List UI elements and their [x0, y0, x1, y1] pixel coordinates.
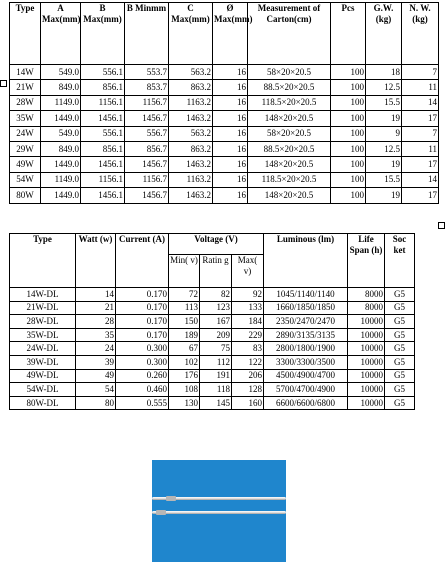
dimension-cell: 29W	[10, 141, 41, 156]
electrical-cell: 145	[200, 396, 232, 410]
dimension-cell: 1456.7	[125, 188, 169, 203]
electrical-cell: 1045/1140/1140	[264, 288, 348, 302]
electrical-cell: 10000	[348, 383, 385, 397]
electrical-cell: 82	[200, 288, 232, 302]
dimension-cell: 563.2	[169, 126, 213, 141]
electrical-cell: 10000	[348, 342, 385, 356]
electrical-cell: G5	[385, 342, 415, 356]
col-c-max: C Max(mm)	[169, 3, 213, 65]
electrical-cell: 209	[200, 328, 232, 342]
electrical-cell: 80W-DL	[10, 396, 76, 410]
tube-2-cap	[156, 510, 166, 515]
electrical-cell: G5	[385, 315, 415, 329]
dimension-cell: 1456.7	[125, 111, 169, 126]
dimension-cell: 14	[402, 172, 439, 187]
dimension-cell: 1456.7	[125, 157, 169, 172]
dimension-cell: 100	[331, 65, 366, 80]
dimension-cell: 7	[402, 65, 439, 80]
row-end-cell	[415, 369, 439, 383]
dimension-cell: 1449.0	[41, 111, 81, 126]
electrical-cell: 1660/1850/1850	[264, 301, 348, 315]
dimension-cell: 856.7	[125, 141, 169, 156]
dimension-cell: 100	[331, 141, 366, 156]
electrical-cell: 130	[169, 396, 200, 410]
electrical-cell: 10000	[348, 328, 385, 342]
electrical-cell: 123	[200, 301, 232, 315]
electrical-cell: 49W-DL	[10, 369, 76, 383]
dimension-row	[10, 111, 439, 126]
dimension-cell: 1449.0	[41, 157, 81, 172]
electrical-body	[10, 288, 439, 410]
col-diameter-max: Ø Max(mm)	[213, 3, 248, 65]
electrical-cell: 14W-DL	[10, 288, 76, 302]
dimension-cell: 100	[331, 95, 366, 110]
electrical-cell: 0.170	[116, 315, 169, 329]
dimension-cell: 556.1	[81, 65, 125, 80]
electrical-cell: 133	[232, 301, 264, 315]
electrical-cell: 0.460	[116, 383, 169, 397]
dimension-cell: 1456.1	[81, 188, 125, 203]
dimension-cell: 556.1	[81, 126, 125, 141]
electrical-row	[10, 315, 439, 329]
col-voltage-min: Min( v)	[169, 255, 200, 288]
table-anchor-marker	[438, 222, 445, 229]
electrical-cell: G5	[385, 355, 415, 369]
dimension-cell: 11	[402, 141, 439, 156]
electrical-cell: 160	[232, 396, 264, 410]
electrical-cell: 176	[169, 369, 200, 383]
dimension-cell: 563.2	[169, 65, 213, 80]
electrical-cell: 2800/1800/1900	[264, 342, 348, 356]
dimension-cell: 19	[366, 188, 402, 203]
electrical-cell: 28	[76, 315, 116, 329]
dimension-cell: 148×20×20.5	[248, 188, 331, 203]
electrical-row	[10, 355, 439, 369]
electrical-cell: 118	[200, 383, 232, 397]
col-voltage-max: Max( v)	[232, 255, 264, 288]
electrical-cell: 35	[76, 328, 116, 342]
dimension-cell: 148×20×20.5	[248, 111, 331, 126]
row-end-cell	[415, 355, 439, 369]
product-photo	[152, 460, 286, 562]
electrical-row	[10, 342, 439, 356]
dimension-cell: 17	[402, 111, 439, 126]
row-end-cell	[415, 301, 439, 315]
dimension-cell: 553.7	[125, 65, 169, 80]
dimension-row	[10, 172, 439, 187]
electrical-cell: 167	[200, 315, 232, 329]
dimension-cell: 16	[213, 65, 248, 80]
electrical-cell: 14	[76, 288, 116, 302]
dimension-cell: 556.7	[125, 126, 169, 141]
electrical-cell: 113	[169, 301, 200, 315]
dimension-cell: 28W	[10, 95, 41, 110]
dimension-cell: 853.7	[125, 80, 169, 95]
electrical-cell: G5	[385, 383, 415, 397]
dimension-cell: 1456.1	[81, 111, 125, 126]
dimension-cell: 16	[213, 172, 248, 187]
electrical-cell: 128	[232, 383, 264, 397]
electrical-cell: 80	[76, 396, 116, 410]
electrical-cell: 21	[76, 301, 116, 315]
dimension-cell: 549.0	[41, 65, 81, 80]
dimension-cell: 148×20×20.5	[248, 157, 331, 172]
dimension-cell: 16	[213, 157, 248, 172]
dimension-cell: 24W	[10, 126, 41, 141]
tube-2	[152, 511, 286, 514]
dimension-cell: 1156.1	[81, 95, 125, 110]
electrical-row	[10, 328, 439, 342]
electrical-cell: 108	[169, 383, 200, 397]
dimension-row	[10, 95, 439, 110]
dimensions-table	[9, 2, 439, 204]
dimension-cell: 16	[213, 95, 248, 110]
dimension-cell: 856.1	[81, 141, 125, 156]
col-type: Type	[10, 3, 41, 65]
col-current: Current (A)	[116, 234, 169, 288]
dimension-cell: 1156.7	[125, 95, 169, 110]
dimension-cell: 849.0	[41, 80, 81, 95]
dimension-row	[10, 141, 439, 156]
electrical-cell: 102	[169, 355, 200, 369]
electrical-row	[10, 383, 439, 397]
electrical-cell: 184	[232, 315, 264, 329]
electrical-cell: 54	[76, 383, 116, 397]
electrical-cell: 150	[169, 315, 200, 329]
dimension-cell: 35W	[10, 111, 41, 126]
dimensions-body	[10, 65, 439, 204]
dimension-cell: 100	[331, 111, 366, 126]
row-end-cell	[415, 328, 439, 342]
electrical-row	[10, 396, 439, 410]
electrical-cell: 0.300	[116, 342, 169, 356]
electrical-cell: 6600/6600/6800	[264, 396, 348, 410]
col-voltage-rating: Ratin g	[200, 255, 232, 288]
col-luminous: Luminous (lm)	[264, 234, 348, 288]
dimension-cell: 1156.1	[81, 172, 125, 187]
electrical-cell: 21W-DL	[10, 301, 76, 315]
electrical-cell: 75	[200, 342, 232, 356]
dimension-cell: 863.2	[169, 141, 213, 156]
electrical-cell: 92	[232, 288, 264, 302]
electrical-cell: 28W-DL	[10, 315, 76, 329]
electrical-cell: 4500/4900/4700	[264, 369, 348, 383]
electrical-cell: 0.300	[116, 355, 169, 369]
electrical-cell: G5	[385, 396, 415, 410]
dimension-row	[10, 188, 439, 203]
electrical-cell: 39W-DL	[10, 355, 76, 369]
dimension-cell: 863.2	[169, 80, 213, 95]
electrical-cell: 189	[169, 328, 200, 342]
dimension-cell: 118.5×20×20.5	[248, 95, 331, 110]
dimension-cell: 16	[213, 126, 248, 141]
row-end-cell	[415, 383, 439, 397]
col-gross-weight: G.W. (kg)	[366, 3, 402, 65]
electrical-cell: 24W-DL	[10, 342, 76, 356]
dimension-cell: 1463.2	[169, 111, 213, 126]
electrical-cell: 24	[76, 342, 116, 356]
dimension-cell: 88.5×20×20.5	[248, 80, 331, 95]
dimension-cell: 17	[402, 188, 439, 203]
dimension-cell: 88.5×20×20.5	[248, 141, 331, 156]
electrical-cell: 206	[232, 369, 264, 383]
electrical-cell: 0.260	[116, 369, 169, 383]
electrical-cell: 2350/2470/2470	[264, 315, 348, 329]
dimension-cell: 1149.0	[41, 172, 81, 187]
dimension-cell: 58×20×20.5	[248, 65, 331, 80]
electrical-cell: 0.170	[116, 301, 169, 315]
electrical-cell: 10000	[348, 369, 385, 383]
electrical-row	[10, 369, 439, 383]
dimension-row	[10, 126, 439, 141]
row-end-cell	[415, 315, 439, 329]
dimension-cell: 1463.2	[169, 188, 213, 203]
electrical-cell: 2890/3135/3135	[264, 328, 348, 342]
dimension-cell: 16	[213, 111, 248, 126]
dimension-cell: 100	[331, 172, 366, 187]
electrical-cell: 112	[200, 355, 232, 369]
row-end-cell	[415, 396, 439, 410]
dimension-cell: 21W	[10, 80, 41, 95]
dimension-cell: 15.5	[366, 172, 402, 187]
row-end-cell	[415, 234, 439, 288]
electrical-cell: 3300/3300/3500	[264, 355, 348, 369]
dimension-cell: 19	[366, 157, 402, 172]
electrical-cell: G5	[385, 328, 415, 342]
electrical-cell: G5	[385, 301, 415, 315]
electrical-header-row-1	[10, 234, 439, 255]
dimensions-header-row	[10, 3, 439, 65]
col-type: Type	[10, 234, 76, 288]
dimension-cell: 118.5×20×20.5	[248, 172, 331, 187]
dimension-cell: 16	[213, 80, 248, 95]
electrical-cell: 10000	[348, 396, 385, 410]
dimension-cell: 54W	[10, 172, 41, 187]
dimension-cell: 549.0	[41, 126, 81, 141]
dimension-cell: 7	[402, 126, 439, 141]
electrical-table	[9, 233, 439, 410]
dimension-cell: 1156.7	[125, 172, 169, 187]
electrical-cell: 39	[76, 355, 116, 369]
row-end-cell	[415, 342, 439, 356]
dimension-cell: 1449.0	[41, 188, 81, 203]
dimension-cell: 100	[331, 80, 366, 95]
dimension-cell: 856.1	[81, 80, 125, 95]
dimension-row	[10, 157, 439, 172]
dimension-cell: 100	[331, 188, 366, 203]
col-carton-size: Measurement of Carton(cm)	[248, 3, 331, 65]
electrical-cell: 72	[169, 288, 200, 302]
electrical-cell: G5	[385, 369, 415, 383]
dimension-cell: 100	[331, 157, 366, 172]
electrical-cell: 83	[232, 342, 264, 356]
col-voltage: Voltage (V)	[169, 234, 264, 255]
electrical-cell: 0.170	[116, 328, 169, 342]
electrical-cell: 229	[232, 328, 264, 342]
col-life-span: Life Span (h)	[348, 234, 385, 288]
col-b-min: B Minmm	[125, 3, 169, 65]
electrical-cell: 122	[232, 355, 264, 369]
table-move-handle	[0, 80, 7, 87]
col-b-max: B Max(mm)	[81, 3, 125, 65]
col-watt: Watt (w)	[76, 234, 116, 288]
dimension-cell: 15.5	[366, 95, 402, 110]
dimension-row	[10, 80, 439, 95]
dimension-cell: 14	[402, 95, 439, 110]
dimension-cell: 14W	[10, 65, 41, 80]
dimension-cell: 58×20×20.5	[248, 126, 331, 141]
electrical-cell: 0.170	[116, 288, 169, 302]
electrical-cell: 8000	[348, 301, 385, 315]
dimension-cell: 16	[213, 188, 248, 203]
electrical-cell: G5	[385, 288, 415, 302]
dimension-cell: 19	[366, 111, 402, 126]
electrical-cell: 10000	[348, 355, 385, 369]
electrical-cell: 67	[169, 342, 200, 356]
dimension-cell: 17	[402, 157, 439, 172]
dimension-cell: 12.5	[366, 141, 402, 156]
col-socket: Soc ket	[385, 234, 415, 288]
dimension-cell: 1163.2	[169, 95, 213, 110]
dimension-cell: 9	[366, 126, 402, 141]
dimension-cell: 849.0	[41, 141, 81, 156]
tube-1-cap	[166, 496, 176, 501]
dimension-cell: 49W	[10, 157, 41, 172]
electrical-row	[10, 301, 439, 315]
electrical-row	[10, 288, 439, 302]
dimension-cell: 1456.1	[81, 157, 125, 172]
dimension-cell: 16	[213, 141, 248, 156]
electrical-cell: 8000	[348, 288, 385, 302]
dimension-cell: 12.5	[366, 80, 402, 95]
dimension-cell: 1149.0	[41, 95, 81, 110]
dimension-cell: 18	[366, 65, 402, 80]
dimension-cell: 1163.2	[169, 172, 213, 187]
col-pcs: Pcs	[331, 3, 366, 65]
dimension-cell: 100	[331, 126, 366, 141]
electrical-cell: 0.555	[116, 396, 169, 410]
electrical-cell: 191	[200, 369, 232, 383]
electrical-cell: 35W-DL	[10, 328, 76, 342]
electrical-cell: 5700/4700/4900	[264, 383, 348, 397]
col-a-max: A Max(mm)	[41, 3, 81, 65]
dimension-cell: 11	[402, 80, 439, 95]
dimension-row	[10, 65, 439, 80]
electrical-cell: 54W-DL	[10, 383, 76, 397]
row-end-cell	[415, 288, 439, 302]
electrical-cell: 49	[76, 369, 116, 383]
dimension-cell: 1463.2	[169, 157, 213, 172]
col-net-weight: N. W. (kg)	[402, 3, 439, 65]
electrical-cell: 10000	[348, 315, 385, 329]
dimension-cell: 80W	[10, 188, 41, 203]
